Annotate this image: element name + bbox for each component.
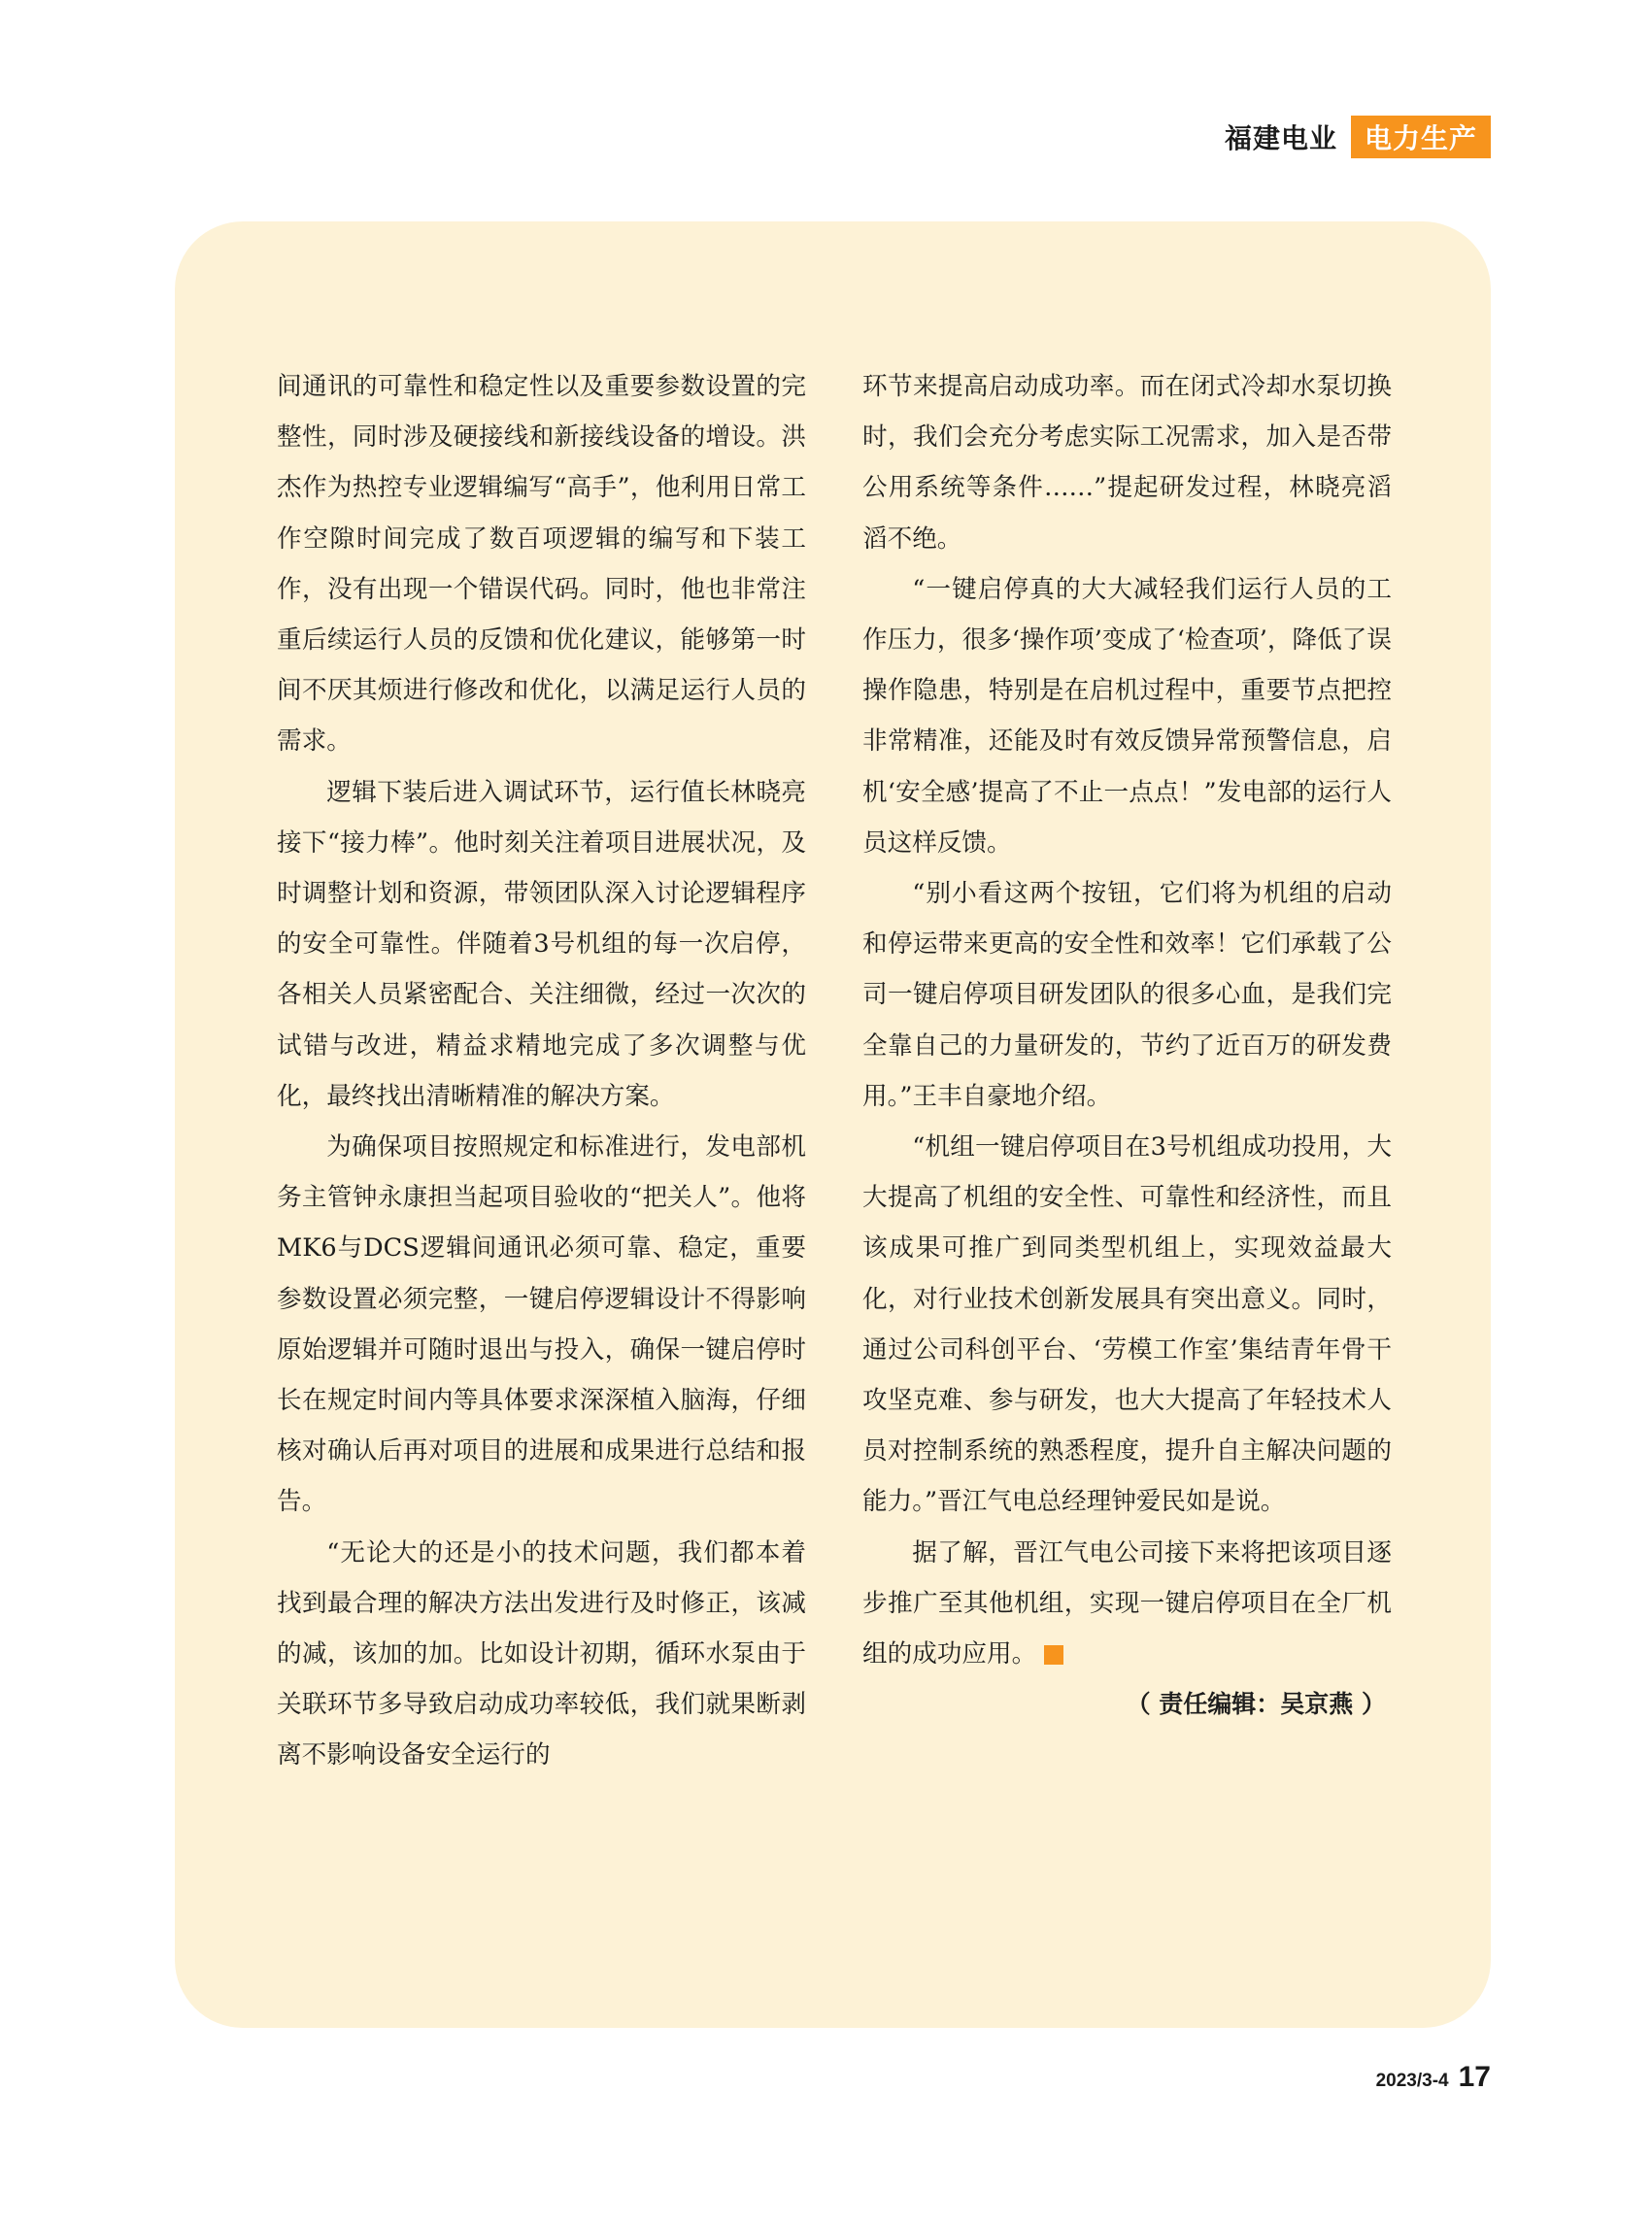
paragraph: 逻辑下装后进入调试环节，运行值长林晓亮接下“接力棒”。他时刻关注着项目进展状况，及时调整计划和资源，带领团队深入讨论逻辑程序的安全可靠性。伴随着3号机组的每一次启停，各相关人员紧密配合、关注细微，经过一次次的试错与改进，精益求精地完成了多次调整与优化，最终找出清晰精准的解决方案。 — [277, 777, 806, 1111]
final-paragraph-text: 据了解，晋江气电公司接下来将把该项目逐步推广至其他机组，实现一键启停项目在全厂机组的成功应用。 — [862, 1537, 1392, 1670]
right-column — [862, 361, 1392, 1730]
final-paragraph — [862, 1528, 1392, 1680]
paragraph: 间通讯的可靠性和稳定性以及重要参数设置的完整性，同时涉及硬接线和新接线设备的增设。洪杰作为热控专业逻辑编写“高手”，他利用日常工作空隙时间完成了数百项逻辑的编写和下装工作，没有出现一个错误代码。同时，他也非常注重后续运行人员的反馈和优化建议，能够第一时间不厌其烦进行修改和优化，以满足运行人员的需求。 — [277, 372, 806, 757]
paragraph: 环节来提高启动成功率。而在闭式冷却水泵切换时，我们会充分考虑实际工况需求，加入是否带公用系统等条件……”提起研发过程，林晓亮滔滔不绝。 — [862, 372, 1392, 554]
end-mark-icon — [1044, 1645, 1063, 1665]
editor-credit: （ 责任编辑：吴京燕 ） — [1126, 1690, 1386, 1719]
page-footer — [1376, 2061, 1491, 2094]
paragraph: 为确保项目按照规定和标准进行，发电部机务主管钟永康担当起项目验收的“把关人”。他将MK6与DCS逻辑间通讯必须可靠、稳定，重要参数设置必须完整，一键启停逻辑设计不得影响原始逻辑并可随时退出与投入，确保一键启停时长在规定时间内等具体要求深深植入脑海，仔细核对确认后再对项目的进展和成果进行总结和报告。 — [277, 1132, 806, 1517]
paragraph: “机组一键启停项目在3号机组成功投用，大大提高了机组的安全性、可靠性和经济性，而且该成果可推广到同类型机组上，实现效益最大化，对行业技术创新发展具有突出意义。同时，通过公司科创平台、‘劳模工作室’集结青年骨干攻坚克难、参与研发，也大大提高了年轻技术人员对控制系统的熟悉程度，提升自主解决问题的能力。”晋江气电总经理钟爱民如是说。 — [862, 1132, 1392, 1517]
left-column — [277, 361, 806, 1781]
page-number: 17 — [1458, 2061, 1491, 2093]
paragraph: “一键启停真的大大减轻我们运行人员的工作压力，很多‘操作项’变成了‘检查项’，降低了误操作隐患，特别是在启机过程中，重要节点把控非常精准，还能及时有效反馈异常预警信息，启机‘安全感’提高了不止一点点！”发电部的运行人员这样反馈。 — [862, 574, 1392, 858]
paragraph: “别小看这两个按钮，它们将为机组的启动和停运带来更高的安全性和效率！它们承载了公司一键启停项目研发团队的很多心血，是我们完全靠自己的力量研发的，节约了近百万的研发费用。”王丰自豪地介绍。 — [862, 879, 1392, 1111]
page-header — [1225, 117, 1491, 157]
section-tag: 电力生产 — [1351, 116, 1491, 158]
issue-number: 2023/3-4 — [1375, 2071, 1449, 2091]
publication-name: 福建电业 — [1224, 122, 1337, 154]
paragraph: “无论大的还是小的技术问题，我们都本着找到最合理的解决方法出发进行及时修正，该减的减，该加的加。比如设计初期，循环水泵由于关联环节多导致启动成功率较低，我们就果断剥离不影响设备安全运行的 — [277, 1537, 806, 1771]
